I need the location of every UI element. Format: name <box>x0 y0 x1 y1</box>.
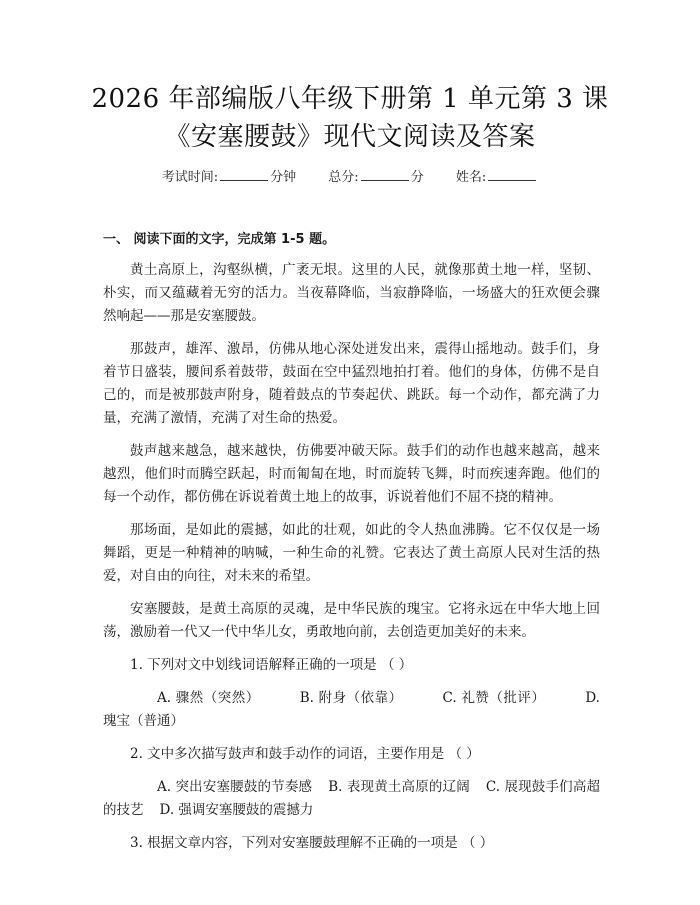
exam-time-field <box>162 170 301 185</box>
exam-time-unit: 分钟 <box>270 170 297 185</box>
question-2-option-d: D. 强调安塞腰鼓的震撼力 <box>159 802 314 818</box>
question-2-option-a: A. 突出安塞腰鼓的节奏感 <box>157 779 313 795</box>
passage-paragraph: 黄土高原上，沟壑纵横，广袤无垠。这里的人民，就像那黄土地一样，坚韧、朴实，而又蕴藏着无穷的活力。当夜幕降临，当寂静降临，一场盛大的狂欢便会骤然响起——那是安塞腰鼓。 <box>103 262 600 324</box>
question-2-stem: 2. 文中多次描写鼓声和鼓手动作的词语，主要作用是 （ ） <box>130 746 480 762</box>
question-2-option-b: B. 表现黄土高原的辽阔 <box>328 779 470 795</box>
passage-paragraph: 安塞腰鼓，是黄土高原的灵魂，是中华民族的瑰宝。它将永远在中华大地上回荡，激励着一代又一代中华儿女，勇敢地向前，去创造更加美好的未来。 <box>103 601 600 640</box>
question-3-stem: 3. 根据文章内容，下列对安塞腰鼓理解不正确的一项是 （ ） <box>130 835 494 851</box>
question-1-stem: 1. 下列对文中划线词语解释正确的一项是 （ ） <box>130 657 413 673</box>
total-score-unit: 分 <box>410 170 424 185</box>
question-1-option-b: B. 附身（依靠） <box>299 690 403 706</box>
question-2-options <box>103 776 600 822</box>
name-field <box>456 170 538 185</box>
passage-paragraph: 鼓声越来越急，越来越快，仿佛要冲破天际。鼓手们的动作也越来越高，越来越烈，他们时而腾空跃起，时而匍匐在地，时而旋转飞舞，时而疾速奔跑。他们的每一个动作，都仿佛在诉说着黄土地上的故事，诉说着他们不屈不挠的精神。 <box>103 443 600 505</box>
question-2-option-c: C. 展现鼓手们高超的技艺 <box>103 779 600 818</box>
exam-time-label: 考试时间: <box>161 170 219 185</box>
question-1-options <box>103 687 600 733</box>
name-label: 姓名: <box>455 170 487 185</box>
section-heading: 一、 阅读下面的文字，完成第 1-5 题。 <box>103 232 336 247</box>
exam-content <box>103 228 600 865</box>
page-title: 2026 年部编版八年级下册第 1 单元第 3 课 <box>91 84 609 114</box>
exam-info-row <box>0 168 700 188</box>
total-score-label: 总分: <box>328 170 359 185</box>
exam-time-blank <box>220 168 268 181</box>
total-score-field <box>328 170 428 185</box>
passage-paragraph: 那场面，是如此的震撼，如此的壮观，如此的令人热血沸腾。它不仅仅是一场舞蹈，更是一种精神的呐喊，一种生命的礼赞。它表达了黄土高原人民对生活的热爱，对自由的向往，对未来的希望。 <box>103 522 600 584</box>
passage-paragraph: 那鼓声，雄浑、激昂，仿佛从地心深处迸发出来，震得山摇地动。鼓手们，身着节日盛装，腰间系着鼓带，鼓面在空中猛烈地拍打着。他们的身体，仿佛不是自己的，而是被那鼓声附身，随着鼓点的节奏起伏、跳跃。每一个动作，都充满了力量，充满了激情，充满了对生命的热爱。 <box>103 341 600 426</box>
question-1-option-d: D. 瑰宝（普通） <box>103 690 600 729</box>
total-score-blank <box>361 168 409 181</box>
question-1-option-a: A. 骤然（突然） <box>157 690 260 706</box>
page-subtitle: 《安塞腰鼓》现代文阅读及答案 <box>164 122 536 152</box>
name-blank <box>488 168 536 181</box>
question-1-option-c: C. 礼赞（批评） <box>442 690 546 706</box>
